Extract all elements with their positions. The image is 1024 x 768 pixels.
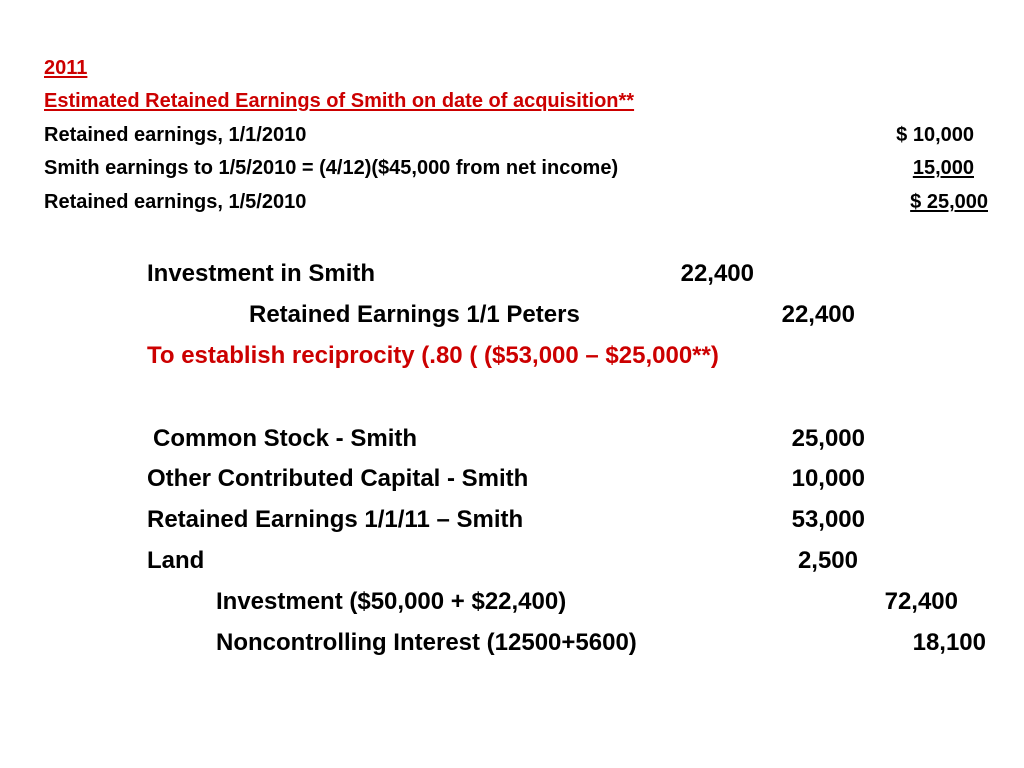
debit-account-label: Common Stock - Smith: [153, 425, 418, 452]
entry-explanation: To establish reciprocity (.80 ( ($53,000 – $25,000**): [147, 342, 719, 369]
schedule-row-amount: $ 10,000: [896, 124, 974, 146]
year-heading: 2011: [44, 57, 88, 79]
debit-amount: 22,400: [680, 260, 754, 287]
schedule-total-amount: $ 25,000: [910, 191, 988, 213]
debit-account-label: Investment in Smith: [147, 260, 376, 287]
credit-amount: 22,400: [781, 301, 855, 328]
section-title: Estimated Retained Earnings of Smith on date of acquisition**: [44, 90, 635, 112]
credit-account-label: Noncontrolling Interest (12500+5600): [216, 629, 637, 656]
debit-amount: 53,000: [791, 506, 865, 533]
credit-account-label: Retained Earnings 1/1 Peters: [249, 301, 580, 328]
credit-amount: 18,100: [912, 629, 986, 656]
schedule-row-label: Smith earnings to 1/5/2010 = (4/12)($45,000 from net income): [44, 157, 619, 179]
debit-amount: 10,000: [791, 465, 865, 492]
schedule-row-amount: 15,000: [912, 157, 974, 179]
schedule-row-label: Retained earnings, 1/1/2010: [44, 124, 307, 146]
debit-account-label: Retained Earnings 1/1/11 – Smith: [147, 506, 524, 533]
credit-amount: 72,400: [884, 588, 958, 615]
credit-account-label: Investment ($50,000 + $22,400): [216, 588, 567, 615]
debit-amount: 25,000: [791, 425, 865, 452]
debit-account-label: Land: [147, 547, 205, 574]
schedule-row-label: Retained earnings, 1/5/2010: [44, 191, 307, 213]
debit-amount: 2,500: [797, 547, 858, 574]
debit-account-label: Other Contributed Capital - Smith: [147, 465, 529, 492]
